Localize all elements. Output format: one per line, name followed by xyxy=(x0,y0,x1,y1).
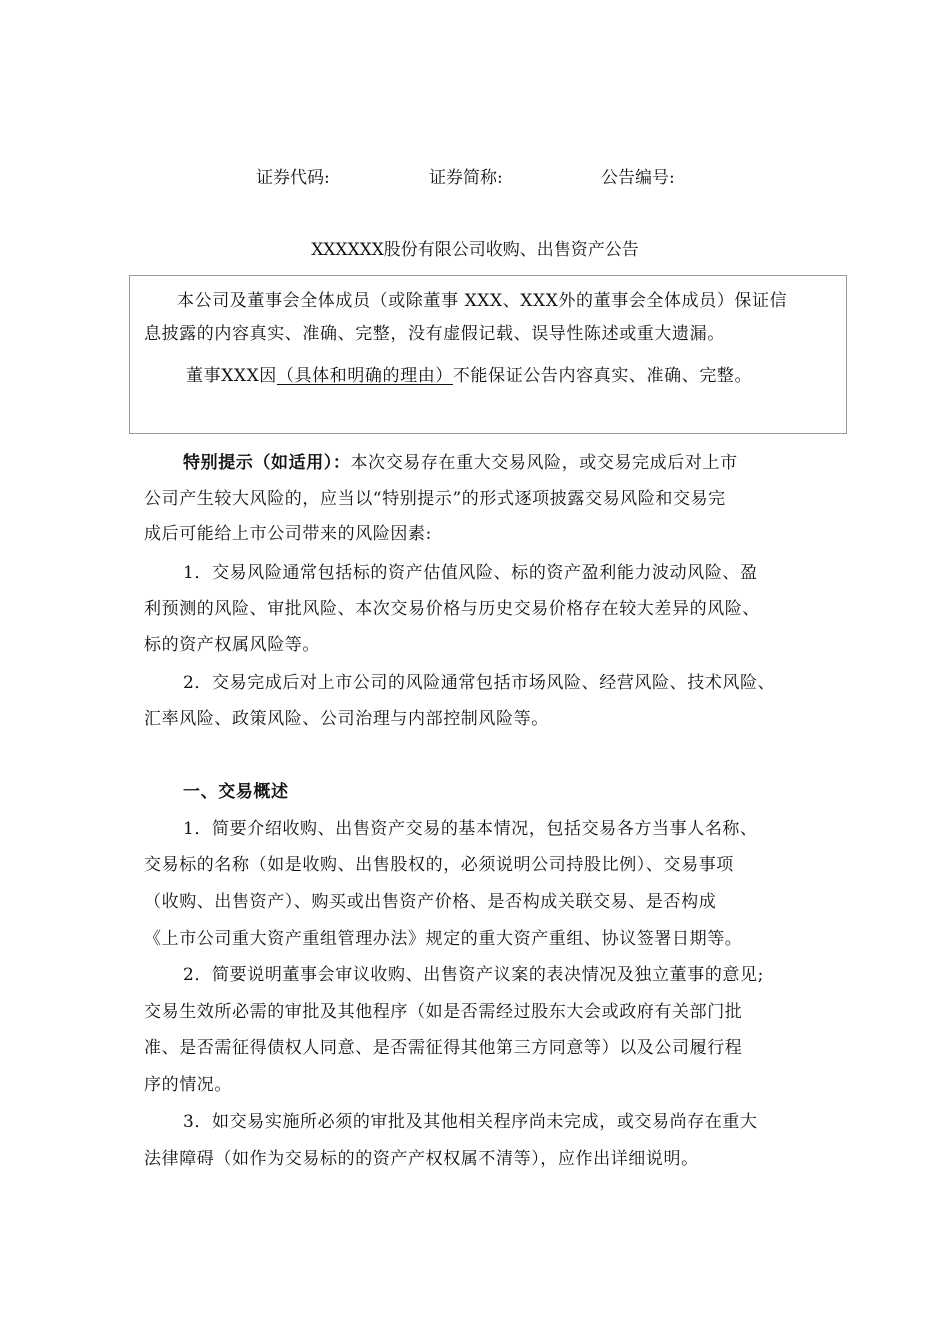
section-1-p1-line-4: 《上市公司重大资产重组管理办法》规定的重大资产重组、协议签署日期等。 xyxy=(144,929,743,949)
section-1-heading: 一、交易概述 xyxy=(183,782,289,802)
section-1-p3-line-2: 法律障碍（如作为交易标的的资产产权权属不清等），应作出详细说明。 xyxy=(144,1149,699,1169)
document-title: XXXXXX股份有限公司收购、出售资产公告 xyxy=(311,240,639,260)
director-reason-placeholder: （具体和明确的理由） xyxy=(276,366,453,386)
special-notice-line-1-text: 本次交易存在重大交易风险，或交易完成后对上市 xyxy=(350,453,738,473)
stock-name-label: 证券简称: xyxy=(429,168,503,188)
section-1-p2-line-2: 交易生效所必需的审批及其他程序（如是否需经过股东大会或政府有关部门批 xyxy=(144,1002,743,1022)
announcement-number-label: 公告编号: xyxy=(601,168,675,188)
special-notice-line-3: 成后可能给上市公司带来的风险因素: xyxy=(144,524,432,544)
statement-line-3 xyxy=(186,364,752,388)
risk-item-1-line-2: 利预测的风险、审批风险、本次交易价格与历史交易价格存在较大差异的风险、 xyxy=(144,599,760,619)
section-1-p1-line-1: 1．简要介绍收购、出售资产交易的基本情况，包括交易各方当事人名称、 xyxy=(183,819,758,839)
section-1-p3-line-1: 3．如交易实施所必须的审批及其他相关程序尚未完成，或交易尚存在重大 xyxy=(183,1112,758,1132)
header-codes xyxy=(0,163,950,189)
section-1-p2-line-3: 准、是否需征得债权人同意、是否需征得其他第三方同意等）以及公司履行程 xyxy=(144,1038,743,1058)
special-notice-line-2: 公司产生较大风险的，应当以“特别提示”的形式逐项披露交易风险和交易完 xyxy=(144,489,726,509)
special-notice-line-1 xyxy=(183,451,738,475)
risk-item-1-line-1: 1．交易风险通常包括标的资产估值风险、标的资产盈利能力波动风险、盈 xyxy=(183,563,758,583)
risk-item-2-line-2: 汇率风险、政策风险、公司治理与内部控制风险等。 xyxy=(144,709,549,729)
special-notice-label: 特别提示（如适用）： xyxy=(183,453,351,473)
section-1-p1-line-3: （收购、出售资产）、购买或出售资产价格、是否构成关联交易、是否构成 xyxy=(144,892,717,912)
statement-line-1: 本公司及董事会全体成员（或除董事 XXX、XXX外的董事会全体成员）保证信 xyxy=(177,291,788,311)
stock-code-label: 证券代码: xyxy=(256,168,330,188)
section-1-p2-line-1: 2．简要说明董事会审议收购、出售资产议案的表决情况及独立董事的意见; xyxy=(183,965,764,985)
risk-item-2-line-1: 2．交易完成后对上市公司的风险通常包括市场风险、经营风险、技术风险、 xyxy=(183,673,776,693)
statement-line-3-prefix: 董事XXX因 xyxy=(186,366,277,386)
section-1-p2-line-4: 序的情况。 xyxy=(144,1075,232,1095)
risk-item-1-line-3: 标的资产权属风险等。 xyxy=(144,635,320,655)
statement-line-2: 息披露的内容真实、准确、完整，没有虚假记载、误导性陈述或重大遗漏。 xyxy=(144,324,725,344)
statement-line-3-suffix: 不能保证公告内容真实、准确、完整。 xyxy=(452,366,753,386)
section-1-p1-line-2: 交易标的名称（如是收购、出售股权的，必须说明公司持股比例）、交易事项 xyxy=(144,855,734,875)
